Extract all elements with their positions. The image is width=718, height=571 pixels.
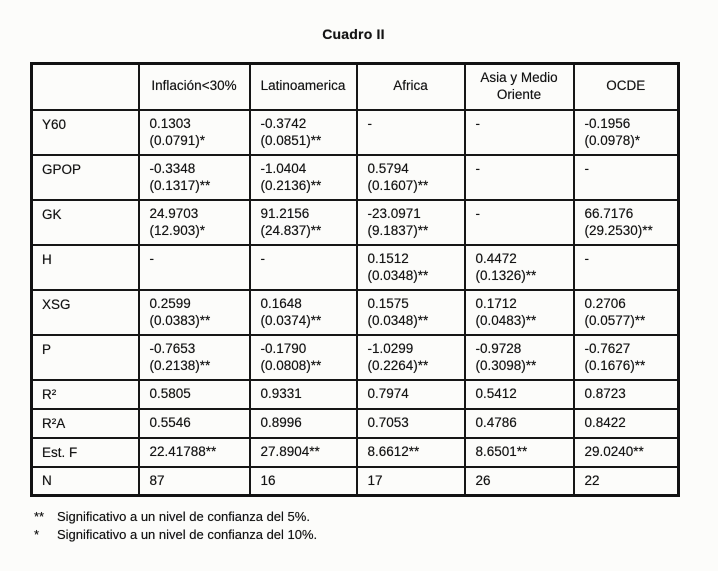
coefficient-value: 0.9331: [260, 386, 302, 402]
table-row: [32, 155, 679, 200]
table-cell: [574, 245, 679, 290]
table-cell: [574, 335, 679, 380]
footnote-5pct: [34, 508, 317, 526]
table-cell: [574, 110, 679, 155]
row-label: GPOP: [32, 155, 139, 200]
footnote-10pct: [34, 526, 317, 544]
coefficient-value: 0.1512: [367, 250, 409, 266]
coefficient-value: -1.0299: [367, 340, 414, 356]
table-cell: [139, 438, 250, 467]
standard-error: (0.2136)**: [260, 178, 322, 194]
row-label: Y60: [32, 110, 139, 155]
table-row: [32, 438, 679, 467]
coefficient-value: 66.7176: [584, 205, 634, 221]
table-cell: [574, 467, 679, 496]
standard-error: (0.1326)**: [475, 268, 537, 284]
coefficient-value: 0.5794: [367, 160, 409, 176]
coefficient-value: 0.8723: [584, 386, 626, 402]
row-label: P: [32, 335, 139, 380]
table-row: [32, 110, 679, 155]
coefficient-value: 17: [367, 472, 383, 488]
standard-error: (0.0348)**: [367, 313, 429, 329]
table-cell: [465, 335, 574, 380]
table-cell: [357, 110, 465, 155]
table-cell: [139, 409, 250, 438]
coefficient-value: -0.1790: [260, 340, 307, 356]
standard-error: (0.2138)**: [149, 358, 211, 374]
table-cell: [250, 467, 357, 496]
coefficient-value: 0.1648: [260, 295, 302, 311]
coefficient-value: 0.8996: [260, 415, 302, 431]
table-cell: [139, 290, 250, 335]
coefficient-value: -0.3348: [149, 160, 196, 176]
coefficient-value: 24.9703: [149, 205, 199, 221]
coefficient-value: 16: [260, 472, 276, 488]
table-cell: [357, 200, 465, 245]
row-label: XSG: [32, 290, 139, 335]
coefficient-value: -23.0971: [367, 205, 421, 221]
table-row: [32, 290, 679, 335]
table-cell: [465, 467, 574, 496]
standard-error: (0.0348)**: [367, 268, 429, 284]
coefficient-value: 29.0240**: [584, 444, 644, 460]
table-cell: [139, 245, 250, 290]
table-cell: [574, 409, 679, 438]
standard-error: (0.3098)**: [475, 358, 537, 374]
table-cell: [357, 290, 465, 335]
table-cell: [465, 245, 574, 290]
standard-error: (9.1837)**: [367, 223, 429, 239]
coefficient-value: 22: [584, 472, 600, 488]
table-cell: [250, 200, 357, 245]
coefficient-value: 0.5805: [149, 386, 191, 402]
table-cell: [357, 335, 465, 380]
row-label: N: [32, 467, 139, 496]
table-cell: [357, 245, 465, 290]
column-header: Africa: [357, 64, 465, 110]
standard-error: (0.1676)**: [584, 358, 646, 374]
coefficient-value: 0.4786: [475, 415, 517, 431]
column-header: Inflación<30%: [139, 64, 250, 110]
table-cell: [139, 155, 250, 200]
standard-error: (0.0483)**: [475, 313, 537, 329]
table-cell: [139, 200, 250, 245]
coefficient-value: -0.1956: [584, 115, 631, 131]
standard-error: (0.2264)**: [367, 358, 429, 374]
coefficient-value: 0.2599: [149, 295, 191, 311]
corner-header-cell: [32, 64, 139, 110]
coefficient-value: 91.2156: [260, 205, 310, 221]
coefficient-value: 8.6501**: [475, 444, 528, 460]
table-cell: [465, 380, 574, 409]
coefficient-value: 27.8904**: [260, 444, 320, 460]
coefficient-value: -: [149, 250, 154, 266]
footnote-text: Significativo a un nivel de confianza del 5%.: [57, 509, 310, 524]
coefficient-value: -: [584, 250, 589, 266]
table-row: [32, 245, 679, 290]
standard-error: (0.0791)*: [149, 133, 206, 149]
footnote-text: Significativo a un nivel de confianza del 10%.: [57, 527, 318, 542]
coefficient-value: 0.4472: [475, 250, 517, 266]
standard-error: (0.0383)**: [149, 313, 211, 329]
coefficient-value: 22.41788**: [149, 444, 217, 460]
coefficient-value: 0.7974: [367, 386, 409, 402]
table-cell: [465, 155, 574, 200]
table-cell: [465, 110, 574, 155]
table-cell: [357, 155, 465, 200]
coefficient-value: 0.2706: [584, 295, 626, 311]
coefficient-value: -: [367, 115, 372, 131]
standard-error: (29.2530)**: [584, 223, 653, 239]
coefficient-value: 8.6612**: [367, 444, 420, 460]
table-cell: [357, 467, 465, 496]
row-label: R²A: [32, 409, 139, 438]
coefficient-value: -: [584, 160, 589, 176]
table-row: [32, 335, 679, 380]
coefficient-value: -0.9728: [475, 340, 522, 356]
coefficient-value: 0.1712: [475, 295, 517, 311]
table-cell: [250, 155, 357, 200]
standard-error: (0.1317)**: [149, 178, 211, 194]
standard-error: (0.0851)**: [260, 133, 322, 149]
coefficient-value: 0.1575: [367, 295, 409, 311]
coefficient-value: 0.8422: [584, 415, 626, 431]
column-header: Latinoamerica: [250, 64, 357, 110]
table-row: [32, 380, 679, 409]
standard-error: (0.0808)**: [260, 358, 322, 374]
table-cell: [357, 409, 465, 438]
table-cell: [250, 380, 357, 409]
table-row: [32, 467, 679, 496]
table-cell: [139, 335, 250, 380]
table-cell: [574, 290, 679, 335]
coefficient-value: -1.0404: [260, 160, 307, 176]
table-cell: [250, 110, 357, 155]
table-row: [32, 200, 679, 245]
table-cell: [250, 290, 357, 335]
table-header-row: [32, 64, 679, 110]
table-cell: [357, 380, 465, 409]
coefficient-value: -0.7653: [149, 340, 196, 356]
footnote-marker: *: [34, 527, 40, 542]
table-cell: [465, 200, 574, 245]
table-cell: [250, 335, 357, 380]
table-cell: [139, 467, 250, 496]
column-header: OCDE: [574, 64, 679, 110]
row-label: GK: [32, 200, 139, 245]
regression-table: [30, 62, 680, 497]
column-header: Asia y Medio Oriente: [465, 64, 574, 110]
footnotes: [34, 508, 317, 544]
standard-error: (24.837)**: [260, 223, 322, 239]
footnote-marker: **: [34, 509, 45, 524]
coefficient-value: 0.1303: [149, 115, 191, 131]
coefficient-value: 87: [149, 472, 165, 488]
table-cell: [139, 380, 250, 409]
coefficient-value: 0.7053: [367, 415, 409, 431]
coefficient-value: -: [475, 160, 480, 176]
row-label: Est. F: [32, 438, 139, 467]
table-cell: [465, 290, 574, 335]
coefficient-value: -: [260, 250, 265, 266]
table-cell: [250, 438, 357, 467]
coefficient-value: 26: [475, 472, 491, 488]
table-row: [32, 409, 679, 438]
table-cell: [357, 438, 465, 467]
standard-error: (0.1607)**: [367, 178, 429, 194]
coefficient-value: -: [475, 115, 480, 131]
standard-error: (0.0577)**: [584, 313, 646, 329]
table-cell: [465, 409, 574, 438]
coefficient-value: -0.7627: [584, 340, 631, 356]
row-label: H: [32, 245, 139, 290]
table-title: Cuadro II: [322, 26, 385, 42]
standard-error: (0.0374)**: [260, 313, 322, 329]
table-cell: [250, 245, 357, 290]
table-cell: [574, 155, 679, 200]
table-cell: [465, 438, 574, 467]
coefficient-value: 0.5546: [149, 415, 191, 431]
table-cell: [574, 380, 679, 409]
coefficient-value: -0.3742: [260, 115, 307, 131]
coefficient-value: 0.5412: [475, 386, 517, 402]
coefficient-value: -: [475, 205, 480, 221]
table-cell: [574, 200, 679, 245]
row-label: R²: [32, 380, 139, 409]
table-cell: [250, 409, 357, 438]
table-cell: [574, 438, 679, 467]
standard-error: (12.903)*: [149, 223, 206, 239]
standard-error: (0.0978)*: [584, 133, 641, 149]
table-cell: [139, 110, 250, 155]
